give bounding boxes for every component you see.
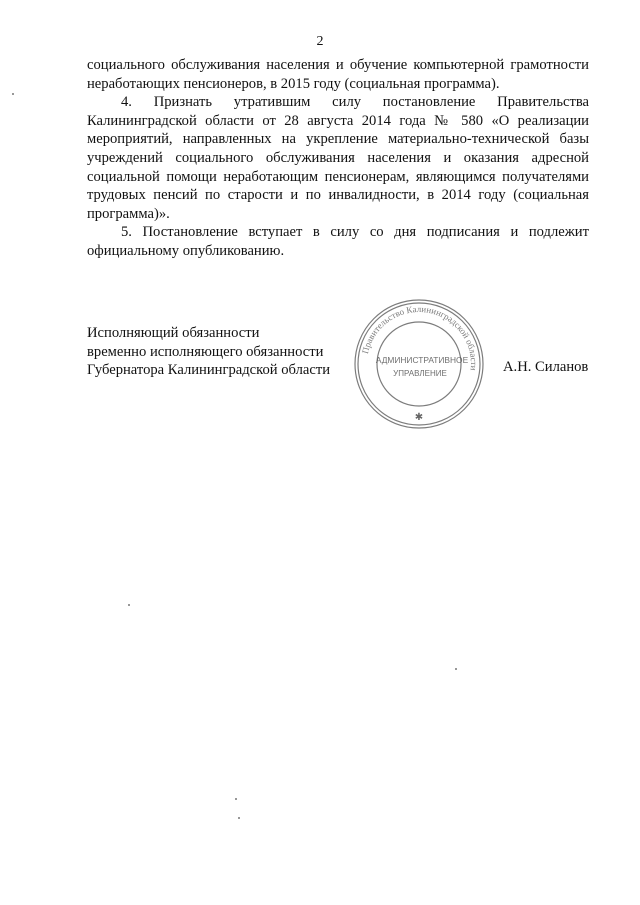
paragraph-item-5: 5. Постановление вступает в силу со дня подписания и подлежит официальному опубликованию.	[87, 224, 589, 259]
page-number: 2	[316, 34, 324, 49]
seal-inner-text: АДМИНИСТРАТИВНОЕ	[375, 355, 469, 365]
scan-speck	[238, 817, 240, 819]
signatory-title-line: Губернатора Калининградской области	[87, 362, 331, 379]
scan-speck	[235, 798, 237, 800]
signatory-title	[87, 324, 357, 380]
scan-speck	[128, 604, 130, 606]
signatory-name: А.Н. Силанов	[503, 359, 589, 375]
seal-inner-text: УПРАВЛЕНИЕ	[393, 369, 447, 378]
seal-star-icon: ✱	[414, 412, 424, 423]
scan-speck	[455, 668, 457, 670]
paragraph-continuation: социального обслуживания населения и обучение компьютерной грамотности неработающих пенсионеров, в 2015 году (социальная программа).	[87, 57, 589, 92]
document-body	[87, 56, 589, 261]
paragraph-item-4: 4. Признать утратившим силу постановление Правительства Калининградской области от 28 августа 2014 года № 580 «О реализации мероприятий, направленных на укрепление материально-технической базы учреждений социального обслуживания населения и оказания адресной социальной помощи неработающим пенсионерам, являющимся получателями трудовых пенсий по старости и по инвалидности, в 2014 году (социальная программа)».	[87, 94, 589, 222]
seal-outer-text: Правительство Калининградской области	[360, 303, 480, 371]
official-seal-stamp	[352, 297, 486, 431]
scan-speck	[12, 93, 14, 95]
signatory-title-line: временно исполняющего обязанности	[87, 343, 324, 360]
signatory-title-line: Исполняющий обязанности	[87, 325, 260, 341]
